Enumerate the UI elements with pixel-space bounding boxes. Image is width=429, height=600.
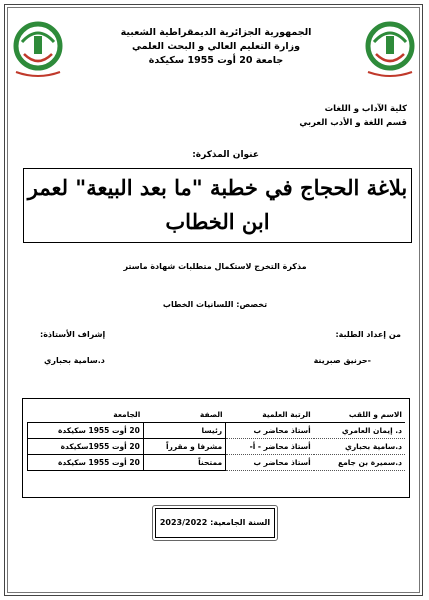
jury-member-name: د. إيمان العامري [314, 423, 405, 439]
faculty-name: كلية الآداب و اللغات [324, 104, 407, 114]
jury-member-role: مشرفا و مقرراً [143, 439, 225, 455]
thesis-title-box [23, 168, 412, 243]
jury-member-name: د.سامية بحباري [314, 439, 405, 455]
table-row [28, 439, 406, 455]
department-name: قسم اللغة و الأدب العربي [299, 118, 407, 128]
university-name: جامعة 20 أوت 1955 سكيكدة [148, 55, 284, 66]
jury-member-university: 20 أوت 1955 سكيكدة [28, 423, 144, 439]
student-name: -حرنيق صبرينة [313, 356, 371, 365]
jury-member-rank: أستاذ محاضر ب [226, 455, 314, 471]
jury-member-name: د.سميرة بن جامع [314, 455, 405, 471]
faculty-block [299, 102, 407, 130]
ministry-name: وزارة التعليم العالي و البحث العلمي [132, 41, 300, 52]
table-row [28, 455, 406, 471]
column-header-role: الصفة [143, 407, 225, 423]
jury-member-university: 20 أوت 1955 سكيكدة [28, 455, 144, 471]
thesis-title-line2: ابن الخطاب [165, 209, 270, 234]
jury-member-role: رئيسا [143, 423, 225, 439]
jury-member-rank: أستاذ محاضر - أ- [226, 439, 314, 455]
thesis-purpose: مذكرة التخرج لاستكمال متطلبات شهادة ماستر [123, 262, 307, 271]
supervisor-label: إشراف الأستاذة: [40, 330, 106, 339]
jury-table [27, 407, 405, 471]
column-header-rank: الرتبة العلمية [226, 407, 314, 423]
supervisor-name: د.سامية بحباري [44, 356, 105, 365]
thesis-specialty: تخصص: اللسانيات الخطاب [162, 300, 268, 309]
thesis-title-line1: بلاغة الحجاج في خطبة "ما بعد البيعة" لعمر [27, 175, 408, 200]
academic-year: السنة الجامعية: 2023/2022 [155, 508, 275, 538]
table-row [28, 423, 406, 439]
jury-committee-box [22, 398, 410, 498]
university-logo-left [10, 20, 66, 82]
column-header-university: الجامعة [28, 407, 144, 423]
jury-member-rank: أستاذ محاضر ب [226, 423, 314, 439]
column-header-name: الاسم و اللقب [314, 407, 405, 423]
prepared-by-label: من إعداد الطلبة: [335, 330, 401, 339]
jury-header-row [28, 407, 406, 423]
jury-member-role: ممتحناً [143, 455, 225, 471]
memo-title-label: عنوان المذكرة: [192, 150, 259, 160]
republic-name: الجمهورية الجزائرية الديمقراطية الشعبية [120, 27, 312, 38]
institution-header [80, 26, 352, 68]
jury-member-university: 20 أوت 1955سكيكدة [28, 439, 144, 455]
university-logo-right [362, 20, 418, 82]
